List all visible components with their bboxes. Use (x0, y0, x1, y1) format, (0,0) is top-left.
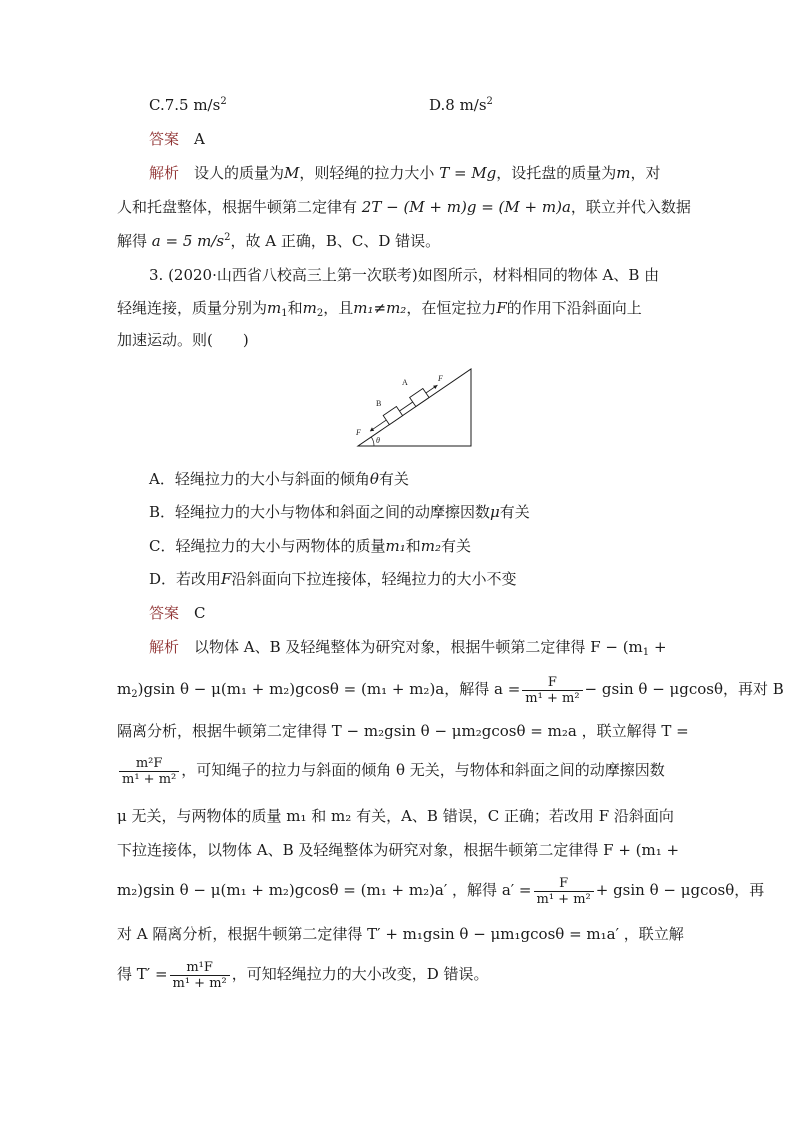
answer-value: C (194, 604, 206, 622)
option-b (149, 502, 679, 522)
text: 有关 (378, 470, 409, 488)
symbol: m₁ (385, 537, 406, 555)
symbol: F (221, 570, 232, 588)
force-up-arrowhead (433, 383, 439, 389)
var-m2: m (302, 299, 317, 317)
option-c (149, 536, 679, 556)
blocks-group (367, 381, 441, 436)
exponent: 2 (224, 232, 231, 243)
text: 以物体 A、B 及轻绳整体为研究对象，根据牛顿第二定律得 F − (m (194, 638, 643, 656)
text: 轻绳连接，质量分别为 (117, 299, 268, 317)
option-d-prev (429, 95, 493, 115)
prev-answer-row (149, 129, 679, 149)
option-d (149, 569, 679, 589)
text: )gsin θ − μ(m₁ + m₂)gcosθ = (m₁ + m₂)a，解得 a = (137, 680, 521, 698)
fraction-3 (534, 876, 594, 907)
analysis-line-4 (117, 752, 679, 788)
text: + (649, 638, 667, 656)
numerator: F (534, 876, 594, 892)
label-force-bottom: F (356, 428, 361, 437)
block-b (383, 406, 402, 424)
analysis-line-8 (117, 924, 684, 944)
text: 3. (2020·山西省八校高三上第一次联考)如图所示，材料相同的物体 A、B 由 (149, 266, 660, 284)
text: 人和托盘整体，根据牛顿第二定律有 (117, 198, 358, 216)
option-d-exponent: 2 (486, 96, 493, 107)
prev-analysis-line-1 (149, 163, 679, 183)
equation: 2T − (M + m)g = (M + m)a (361, 198, 571, 216)
subscript: 2 (316, 308, 324, 319)
text: ，故 A 正确，B、C、D 错误。 (230, 232, 441, 250)
text: 有关 (499, 503, 530, 521)
answer-value: A (194, 130, 205, 148)
var-F: F (496, 299, 507, 317)
var-m1: m (267, 299, 282, 317)
var-m: m (616, 164, 631, 182)
text: C．轻绳拉力的大小与两物体的质量 (149, 537, 386, 555)
text: 的作用下沿斜面向上 (506, 299, 642, 317)
text: 得 T′ = (117, 965, 168, 983)
denominator: m¹ + m² (536, 891, 591, 907)
denominator: m¹ + m² (525, 690, 580, 706)
text: 解得 (117, 232, 148, 250)
var-M: M (284, 164, 300, 182)
denominator: m¹ + m² (122, 771, 177, 787)
analysis-line-3 (117, 721, 689, 741)
analysis-line-2 (117, 672, 784, 706)
text: μ 无关，与两物体的质量 m₁ 和 m₂ 有关，A、B 错误，C 正确；若改用 F 沿斜面向 (117, 807, 674, 825)
label-block-a: A (402, 378, 408, 387)
text: ，设托盘的质量为 (496, 164, 617, 182)
analysis-line-1 (149, 637, 679, 657)
fraction-2 (119, 756, 179, 787)
angle-arc (371, 437, 374, 446)
option-a (149, 469, 679, 489)
symbol: μ (490, 503, 500, 521)
label-block-b: B (376, 399, 382, 408)
text: 和 (405, 537, 421, 555)
option-d-text: D.8 m/s (429, 96, 487, 114)
question-stem-line-2 (117, 298, 679, 318)
option-c-exponent: 2 (220, 96, 227, 107)
fraction-1 (522, 675, 582, 706)
analysis-line-9 (117, 956, 679, 992)
text: ，在恒定拉力 (406, 299, 497, 317)
option-c-text: C.7.5 m/s (149, 96, 221, 114)
prev-analysis-line-3 (117, 231, 679, 251)
equation: a = 5 m/s (151, 232, 225, 250)
answer-label: 答案 (149, 604, 180, 622)
incline-figure (350, 363, 475, 451)
equation: T = Mg (439, 164, 497, 182)
symbol: θ (369, 470, 379, 488)
subscript: 2 (131, 689, 138, 700)
analysis-line-7 (117, 872, 765, 908)
text: ，可知绳子的拉力与斜面的倾角 θ 无关，与物体和斜面之间的动摩擦因数 (181, 761, 665, 779)
fraction-4 (170, 960, 230, 991)
prev-analysis-line-2 (117, 197, 691, 217)
text: ，且 (323, 299, 354, 317)
numerator: F (522, 675, 582, 691)
analysis-label: 解析 (149, 638, 180, 656)
option-c-prev (149, 95, 227, 115)
text: + gsin θ − μgcosθ，再 (595, 881, 765, 899)
incline-triangle (358, 369, 471, 446)
label-force-top: F (438, 374, 443, 383)
text: m (117, 680, 132, 698)
analysis-line-6 (117, 840, 679, 860)
text: ，则轻绳的拉力大小 (299, 164, 435, 182)
question-stem-line-3 (117, 330, 679, 350)
text: m₂)gsin θ − μ(m₁ + m₂)gcosθ = (m₁ + m₂)a′ ，解得 a′ = (117, 881, 532, 899)
text: 加速运动。则( ) (117, 331, 249, 349)
analysis-label: 解析 (149, 164, 180, 182)
text: ，可知轻绳拉力的大小改变，D 错误。 (231, 965, 489, 983)
text: ，联立并代入数据 (570, 198, 691, 216)
inequality: m₁≠m₂ (353, 299, 407, 317)
label-theta: θ (376, 436, 380, 445)
force-down-arrowhead (369, 427, 375, 433)
subscript: 1 (642, 647, 650, 658)
text: 有关 (441, 537, 472, 555)
text: 对 A 隔离分析，根据牛顿第二定律得 T′ + m₁gsin θ − μm₁gcosθ = m₁a′ ，联立解 (117, 925, 684, 943)
block-a (410, 388, 429, 406)
text: D．若改用 (149, 570, 222, 588)
subscript: 1 (281, 308, 288, 319)
numerator: m²F (119, 756, 179, 772)
text: 沿斜面向下拉连接体，轻绳拉力的大小不变 (231, 570, 517, 588)
symbol: m₂ (420, 537, 441, 555)
answer-label: 答案 (149, 130, 180, 148)
text: 隔离分析，根据牛顿第二定律得 T − m₂gsin θ − μm₂gcosθ = m₂a ，联立解得 T = (117, 722, 689, 740)
text: − gsin θ − μgcosθ，再对 B (584, 680, 784, 698)
text: 设人的质量为 (194, 164, 285, 182)
text: ，对 (630, 164, 661, 182)
text: 和 (287, 299, 303, 317)
analysis-line-5 (117, 806, 679, 826)
text: B．轻绳拉力的大小与物体和斜面之间的动摩擦因数 (149, 503, 491, 521)
numerator: m¹F (170, 960, 230, 976)
text: A．轻绳拉力的大小与斜面的倾角 (149, 470, 370, 488)
denominator: m¹ + m² (172, 975, 227, 991)
answer-row (149, 603, 679, 623)
question-stem-line-1 (149, 265, 679, 285)
text: 下拉连接体，以物体 A、B 及轻绳整体为研究对象，根据牛顿第二定律得 F + (m₁ + (117, 841, 680, 859)
